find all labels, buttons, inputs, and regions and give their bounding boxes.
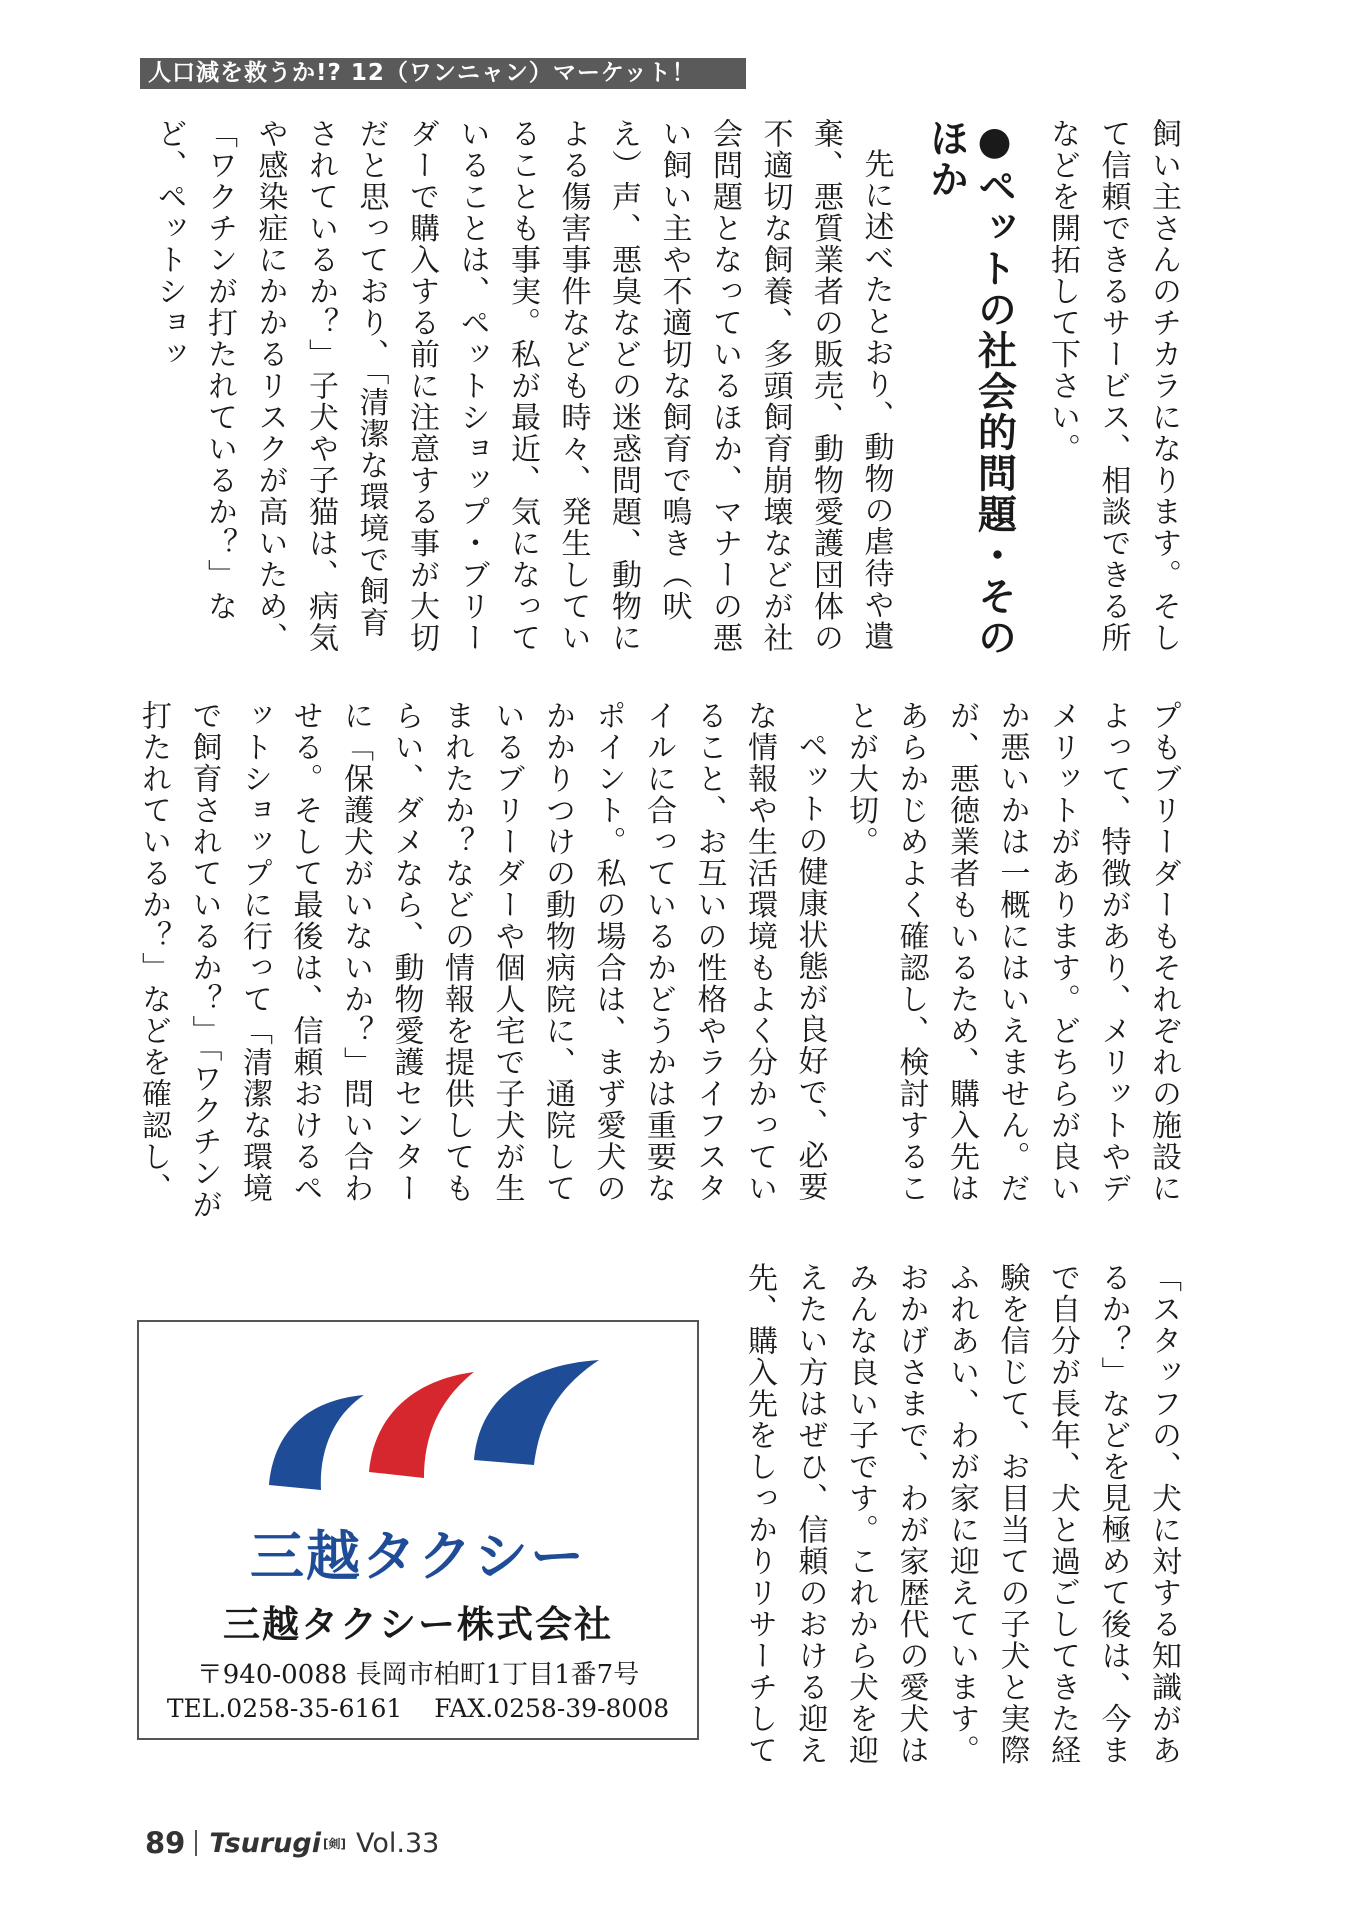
advertisement-box: [137, 1320, 699, 1740]
body-paragraph-2: プもブリーダーもそれぞれの施設によって、特徴があり、メリットやデメリットがあります。どちらが良いか悪いかは一概にはいえません。だが、悪徳業者もいるため、購入先はあらかじめよく確認し、検討することが大切。: [843, 700, 1181, 1204]
section-heading: ●ペットの社会的問題・そのほか: [923, 118, 1018, 658]
logo-swoosh-middle: [369, 1372, 474, 1478]
magazine-subtitle: [剣]: [323, 1836, 346, 1851]
ad-fax: FAX.0258-39-8008: [434, 1694, 670, 1723]
ad-contact: [139, 1694, 697, 1723]
logo-swoosh-right: [474, 1360, 599, 1465]
body-paragraph-1: 先に述べたとおり、動物の虐待や遺棄、悪質業者の販売、動物愛護団体の不適切な飼養、多頭飼育崩壊などが社会問題となっているほか、マナーの悪い飼い主や不適切な飼育で鳴き（吠え）声、悪臭などの迷惑問題、動物による傷害事件なども時々、発生していることも事実。私が最近、気になっていることは、ペットショップ・ブリーダーで購入する前に注意する事が大切だと思っており、「清潔な環境で飼育されているか？」子犬や子猫は、病気や感染症にかかるリスクが高いため、「ワクチンが打たれているか？」など、ペットショッ: [151, 118, 894, 654]
lower-text-block: [734, 1262, 1189, 1792]
ad-brand-name: 三越タクシー: [250, 1525, 586, 1588]
page-footer: [145, 1825, 439, 1861]
upper-text-block: [143, 118, 1188, 663]
ad-address: 〒940-0088 長岡市柏町1丁目1番7号: [196, 1660, 640, 1690]
page-number: 89: [145, 1826, 186, 1860]
intro-paragraph: 飼い主さんのチカラになります。そして信頼できるサービス、相談できる所などを開拓して下さい。: [1045, 118, 1181, 654]
body-paragraph-4: 「スタッフの、犬に対する知識があるか？」などを見極めて後は、今まで自分が長年、犬と過ごしてきた経験を信じて、お目当ての子犬と実際ふれあい、わが家に迎えています。おかげさまで、わが家歴代の愛犬はみんな良い子です。これから犬を迎えたい方はぜひ、信頼のおける迎え先、購入先をしっかりリサーチして: [742, 1262, 1181, 1766]
logo-swoosh-left: [269, 1395, 364, 1490]
footer-divider: [195, 1830, 197, 1856]
ad-company-name: 三越タクシー株式会社: [223, 1602, 613, 1646]
body-paragraph-3: ペットの健康状態が良好で、必要な情報や生活環境もよく分かっていること、お互いの性格やライフスタイルに合っているかどうかは重要なポイント。私の場合は、まず愛犬のかかりつけの動物病院に、通院しているブリーダーや個人宅で子犬が生まれたか？などの情報を提供してもらい、ダメなら、動物愛護センターに「保護犬がいないか？」問い合わせる。そして最後は、信頼おけるペットショップに行って「清潔な環境で飼育されているか？」「ワクチンが打たれているか？」などを確認し、: [136, 700, 828, 1221]
volume-label: Vol.33: [355, 1827, 440, 1859]
taxi-logo-icon: [249, 1360, 619, 1510]
middle-text-block: [128, 700, 1189, 1225]
magazine-name: Tsurugi: [209, 1827, 321, 1859]
ad-tel: TEL.0258-35-6161: [166, 1694, 403, 1723]
section-header: 人口減を救うか!? 12（ワンニャン）マーケット！: [140, 58, 746, 89]
